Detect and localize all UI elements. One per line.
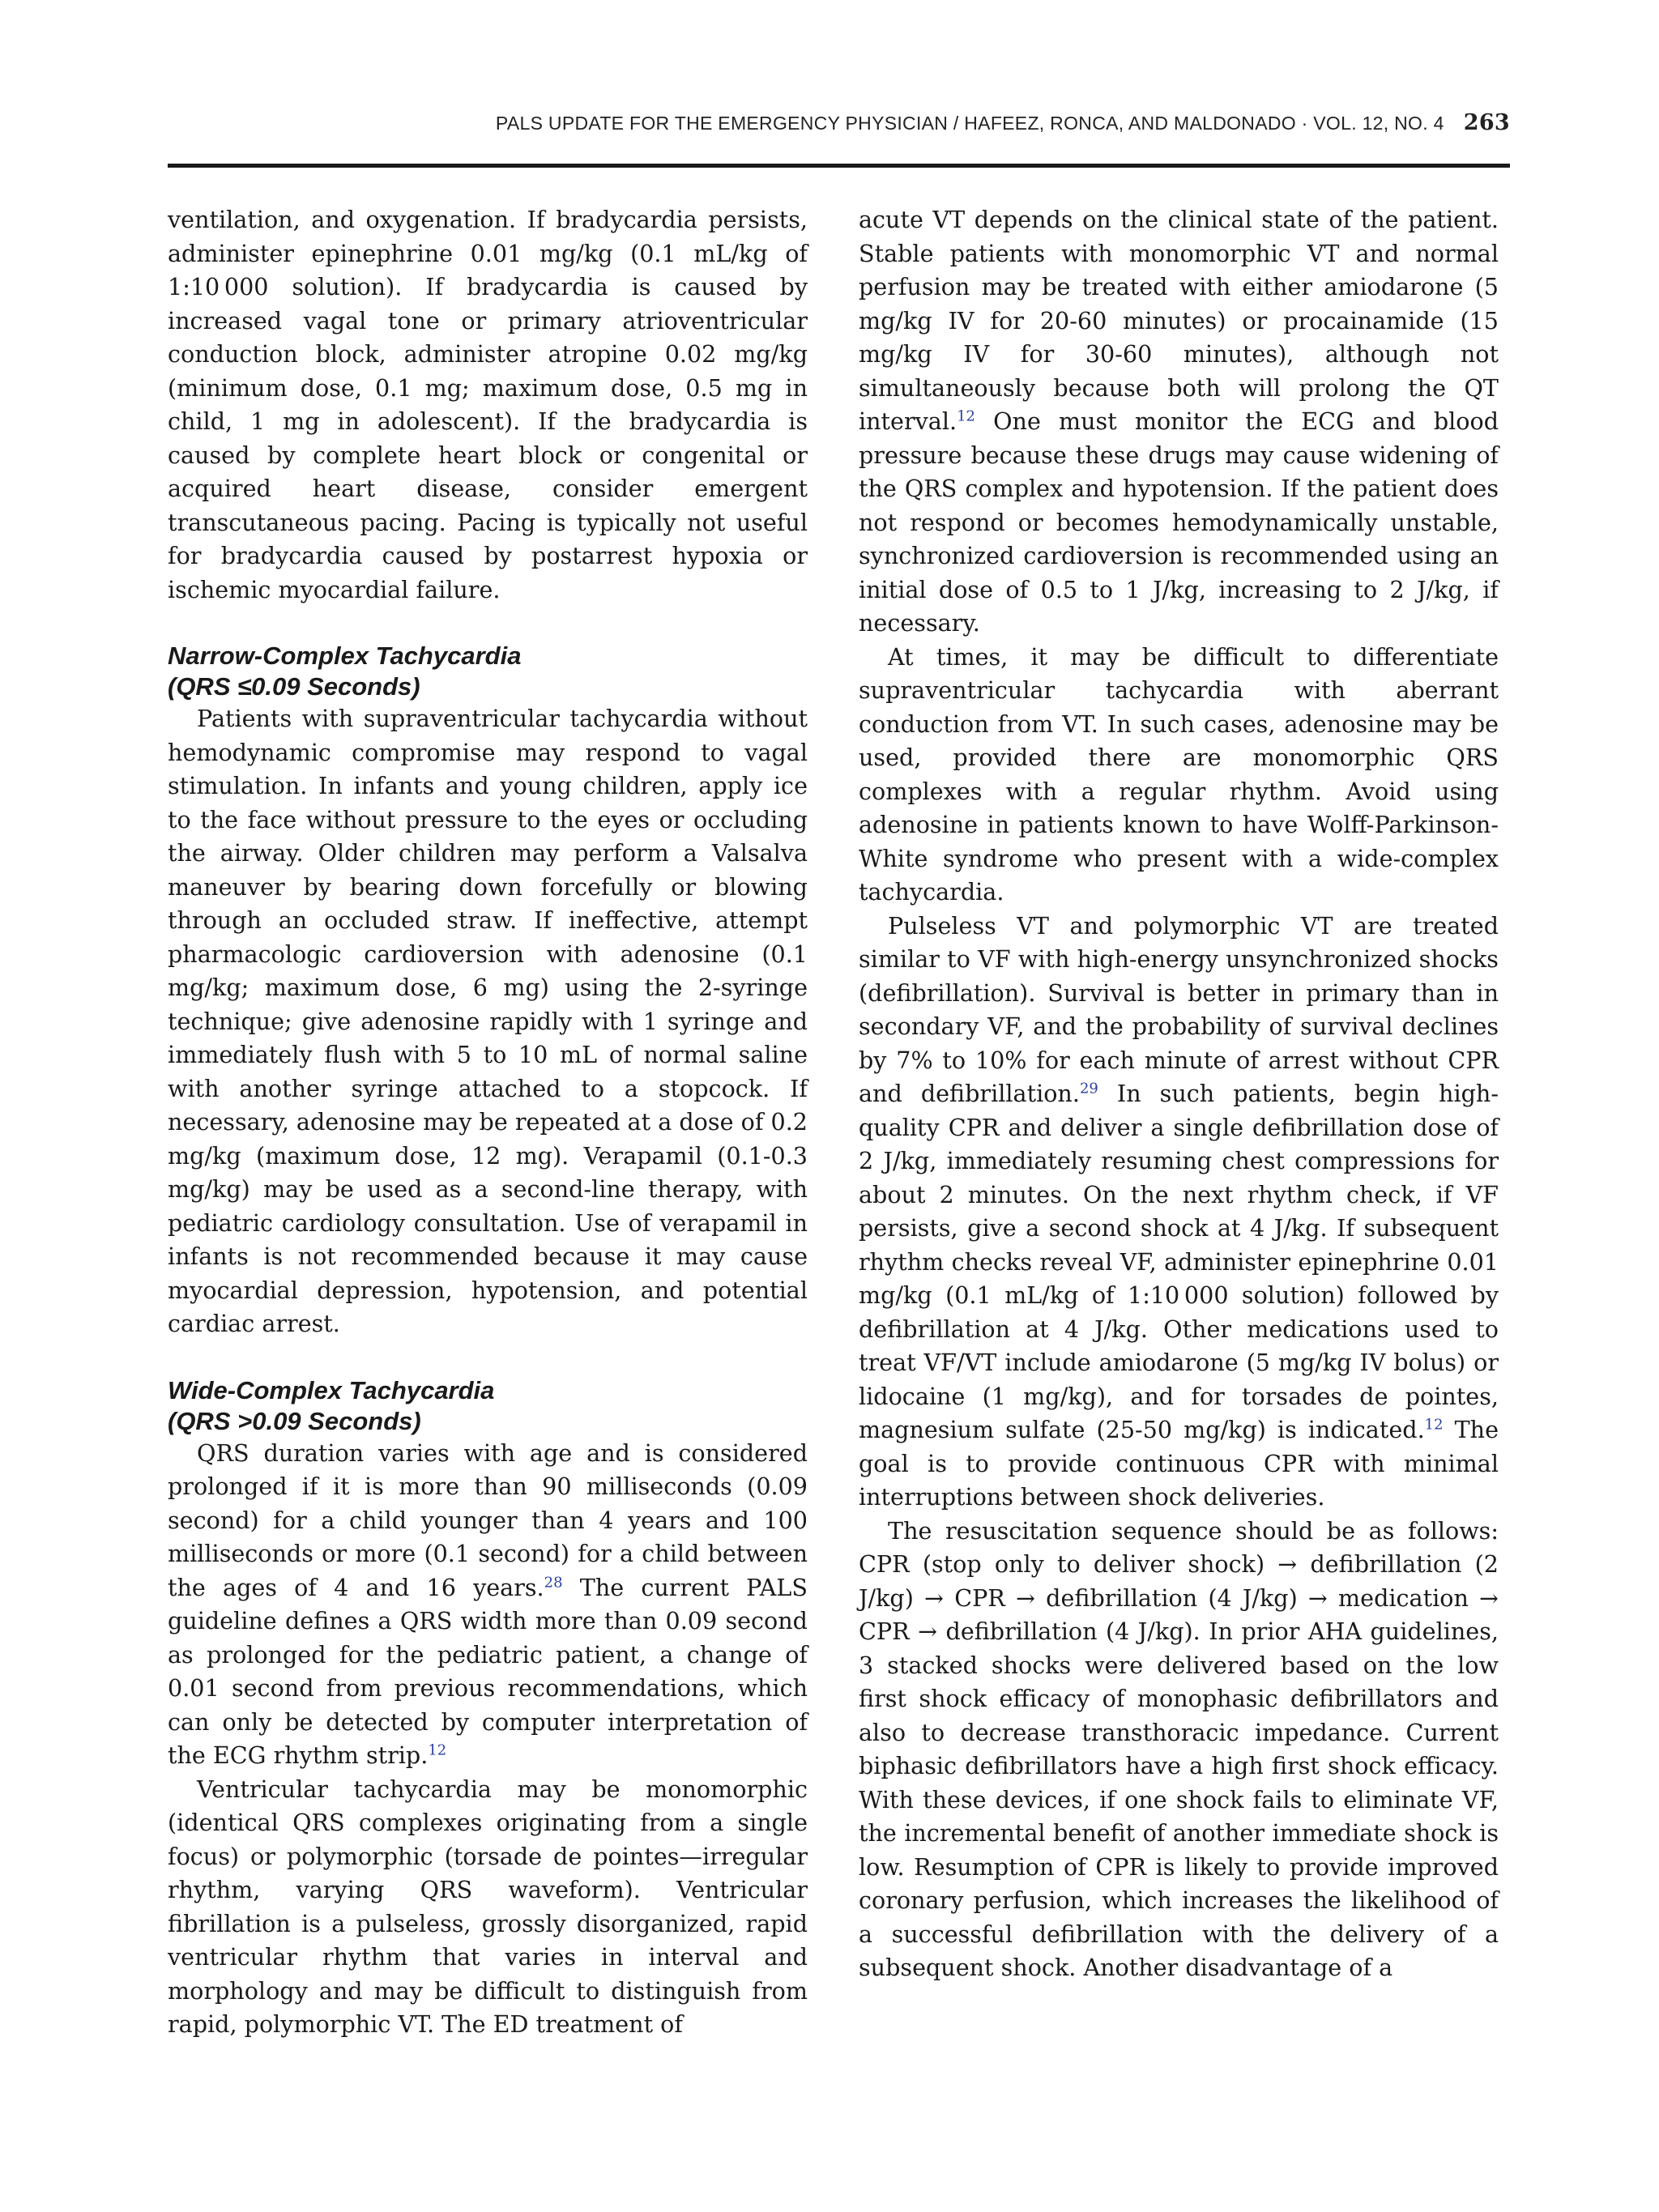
paragraph-resuscitation-sequence: The resuscitation sequence should be as follows: CPR (stop only to deliver shock) → defibrillation (2 J/kg) → CPR → defibrillation (4 J/kg) → medication → CPR → defibrillation (4 J/kg). In prior AHA guidelines, 3 stacked shocks were delivered based on the low first shock efficacy of monophasic defibrillators and also to decrease transthoracic impedance. Current biphasic defibrillators have a high first shock efficacy. With these devices, if one shock fails to eliminate VF, the incremental benefit of another immediate shock is low. Resumption of CPR is likely to provide improved coronary perfusion, which increases the likelihood of a successful defibrillation with the delivery of a subsequent shock. Another disadvantage of a	[859, 1516, 1499, 1981]
heading-line: (QRS ≤0.09 Seconds)	[168, 672, 420, 701]
paragraph-bradycardia: ventilation, and oxygenation. If bradycardia persists, administer epinephrine 0.01 mg/kg (0.1 mL/kg of 1:10 000 solution). If bradycardia is caused by increased vagal tone or primary atrioventricular conduction block, administer atropine 0.02 mg/kg (minimum dose, 0.1 mg; maximum dose, 0.5 mg in child, 1 mg in adolescent). If the bradycardia is caused by complete heart block or congenital or acquired heart disease, consider emergent transcutaneous pacing. Pacing is typically not useful for bradycardia caused by postarrest hypoxia or ischemic myocardial failure.	[168, 206, 808, 603]
running-title: PALS UPDATE FOR THE EMERGENCY PHYSICIAN / HAFEEZ, RONCA, AND MALDONADO · VOL. 12, NO. 4	[495, 113, 1444, 134]
heading-wide-complex-tachycardia	[168, 1375, 808, 1437]
header-rule	[168, 164, 1510, 168]
text-run: Pulseless VT and polymorphic VT are treated similar to VF with high-energy unsynchronized shocks (defibrillation). Survival is better in primary than in secondary VF, and the probability of survival declines by 7% to 10% for each minute of arrest without CPR and defibrillation.	[859, 911, 1499, 1107]
paragraph-svt: Patients with supraventricular tachycardia without hemodynamic compromise may respond to vagal stimulation. In infants and young children, apply ice to the face without pressure to the eyes or occluding the airway. Older children may perform a Valsalva maneuver by bearing down forcefully or blowing through an occluded straw. If ineffective, attempt pharmacologic cardioversion with adenosine (0.1 mg/kg; maximum dose, 6 mg) using the 2-syringe technique; give adenosine rapidly with 1 syringe and immediately flush with 5 to 10 mL of normal saline with another syringe attached to a stopcock. If necessary, adenosine may be repeated at a dose of 0.2 mg/kg (maximum dose, 12 mg). Verapamil (0.1-0.3 mg/kg) may be used as a second-line therapy, with pediatric cardiology consultation. Use of verapamil in infants is not recommended because it may cause myocardial depression, hypotension, and potential cardiac arrest.	[168, 705, 808, 1337]
reference-link[interactable]: 12	[428, 1741, 447, 1759]
paragraph-qrs-duration	[168, 1437, 808, 1773]
reference-link[interactable]: 12	[957, 407, 975, 425]
reference-link[interactable]: 12	[1424, 1416, 1444, 1434]
reference-link[interactable]: 28	[544, 1573, 563, 1591]
text-run: QRS duration varies with age and is considered prolonged if it is more than 90 milliseconds (0.09 second) for a child younger than 4 years and 100 milliseconds or more (0.1 second) for a child between the ages of 4 and 16 years.	[168, 1438, 808, 1601]
paragraph-vt: Ventricular tachycardia may be monomorphic (identical QRS complexes originating from a single focus) or polymorphic (torsade de pointes—irregular rhythm, varying QRS waveform). Ventricular fibrillation is a pulseless, grossly disorganized, rapid ventricular rhythm that varies in interval and morphology and may be difficult to distinguish from rapid, polymorphic VT. The ED treatment of	[168, 1775, 808, 2038]
paragraph-acute-vt	[859, 203, 1499, 641]
text-run: The goal is to provide continuous CPR with minimal interruptions between shock deliveries.	[859, 1416, 1499, 1511]
heading-line: Narrow-Complex Tachycardia	[168, 641, 522, 670]
heading-narrow-complex-tachycardia	[168, 641, 808, 702]
text-run: In such patients, begin high-quality CPR and deliver a single defibrillation dose of 2 J/kg, immediately resuming chest compressions for about 2 minutes. On the next rhythm check, if VF persists, give a second shock at 4 J/kg. If subsequent rhythm checks reveal VF, administer epinephrine 0.01 mg/kg (0.1 mL/kg of 1:10 000 solution) followed by defibrillation at 4 J/kg. Other medications used to treat VF/VT include amiodarone (5 mg/kg IV bolus) or lidocaine (1 mg/kg), and for torsades de pointes, magnesium sulfate (25-50 mg/kg) is indicated.	[859, 1080, 1499, 1443]
heading-line: Wide-Complex Tachycardia	[168, 1375, 495, 1404]
text-run: One must monitor the ECG and blood pressure because these drugs may cause widening of the QRS complex and hypotension. If the patient does not respond or becomes hemodynamically unstable, synchronized cardioversion is recommended using an initial dose of 0.5 to 1 J/kg, increasing to 2 J/kg, if necessary.	[859, 407, 1499, 637]
paragraph-pulseless-vt	[859, 910, 1499, 1515]
heading-line: (QRS >0.09 Seconds)	[168, 1406, 421, 1435]
text-run: The current PALS guideline defines a QRS width more than 0.09 second as prolonged for the pediatric patient, a change of 0.01 second from previous recommendations, which can only be detected by computer interpretation of the ECG rhythm strip.	[168, 1573, 808, 1769]
right-column	[859, 203, 1499, 1985]
reference-link[interactable]: 29	[1079, 1080, 1098, 1097]
paragraph-aberrant-conduction: At times, it may be difficult to differentiate supraventricular tachycardia with aberrant conduction from VT. In such cases, adenosine may be used, provided there are monomorphic QRS complexes with a regular rhythm. Avoid using adenosine in patients known to have Wolff-Parkinson-White syndrome who present with a wide-complex tachycardia.	[859, 642, 1499, 906]
text-run: acute VT depends on the clinical state of the patient. Stable patients with monomorphic VT and normal perfusion may be treated with either amiodarone (5 mg/kg IV for 20-60 minutes) or procainamide (15 mg/kg IV for 30-60 minutes), although not simultaneously because both will prolong the QT interval.	[859, 206, 1499, 435]
left-column	[168, 203, 808, 2042]
page-number: 263	[1463, 110, 1510, 135]
running-header	[168, 110, 1510, 135]
